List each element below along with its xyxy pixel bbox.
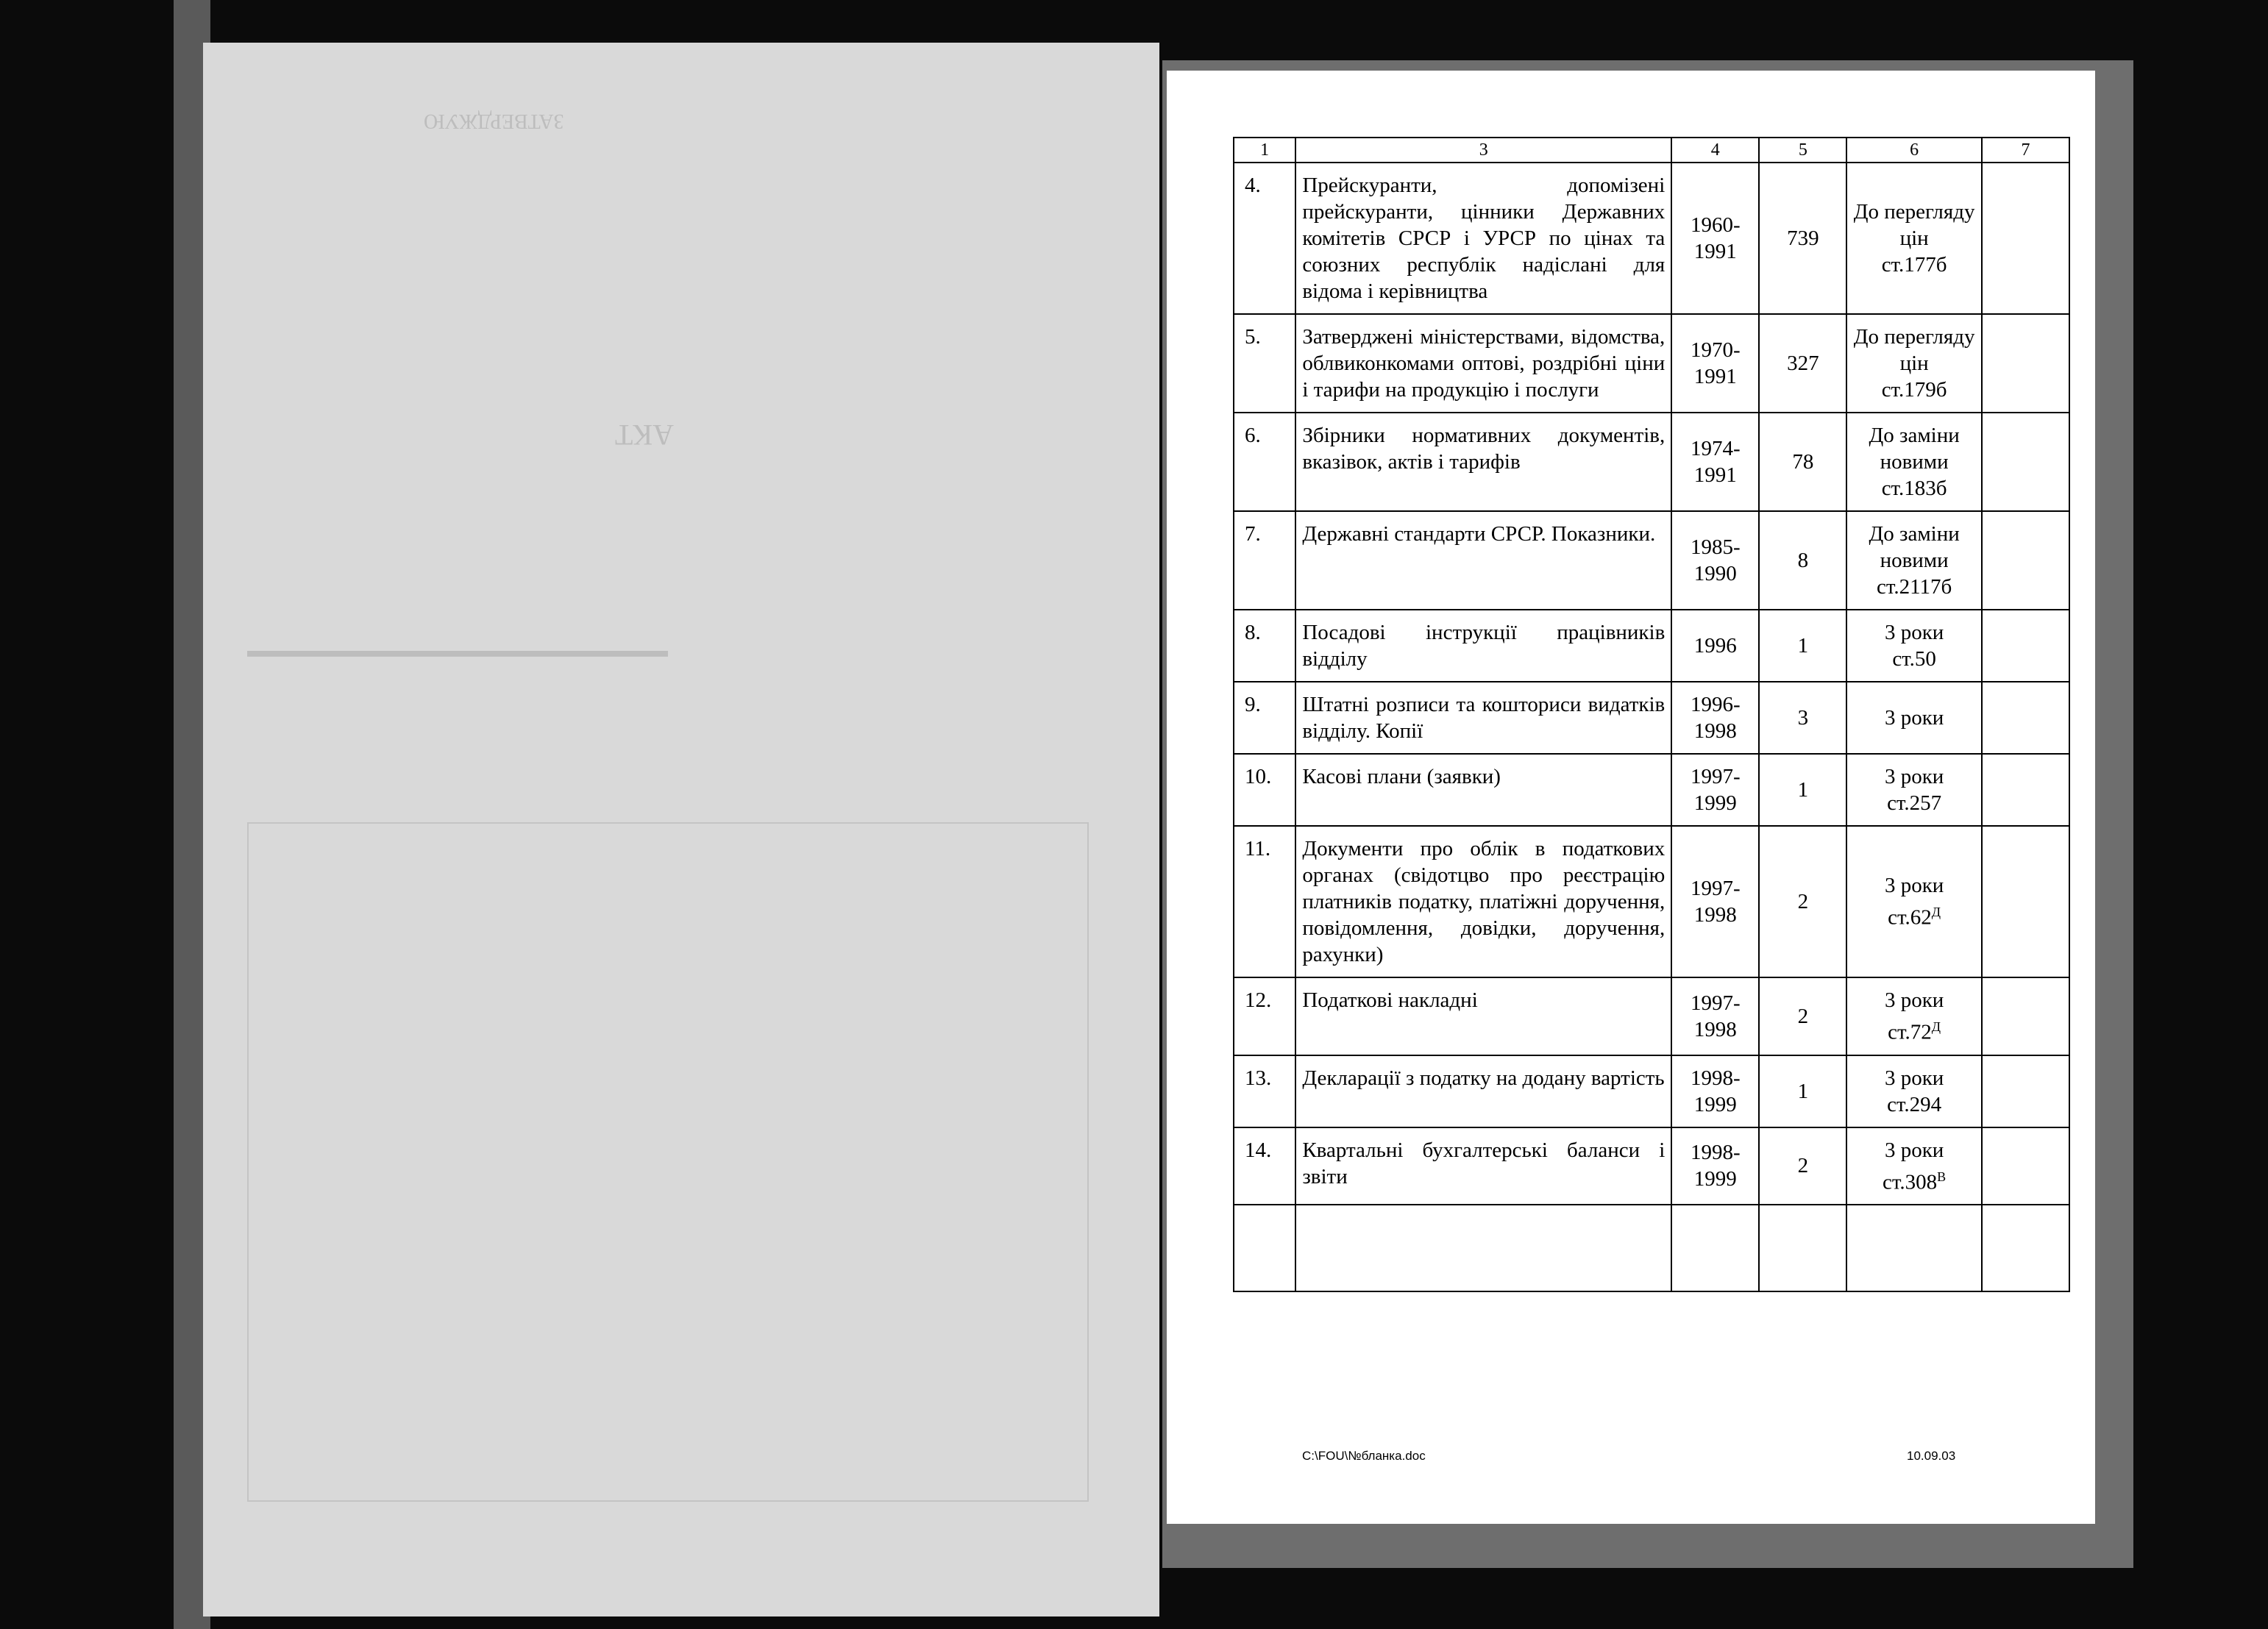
document-title: Штатні розписи та кошториси видатків відділу. Копії: [1295, 682, 1671, 754]
document-title: Документи про облік в податкових органах (свідотцво про реєстрацію платників податку, платіжні доручення, повідомлення, довідки, доручення, рахунки): [1295, 826, 1671, 977]
file-count: 739: [1759, 163, 1846, 314]
retention-term: 3 роки $ст.308^В$: [1846, 1127, 1982, 1205]
document-title: Податкові накладні: [1295, 977, 1671, 1055]
records-table: [1233, 137, 2070, 1292]
table-row: [1234, 1055, 2069, 1127]
row-number: 5.: [1234, 314, 1295, 413]
retention-term: До заміни новими ст.183б: [1846, 413, 1982, 511]
year-range: 1996: [1671, 610, 1759, 682]
year-range: 1960- 1991: [1671, 163, 1759, 314]
show-through-text: АКТ: [615, 418, 674, 452]
show-through-table: [247, 822, 1089, 1502]
row-number: 14.: [1234, 1127, 1295, 1205]
document-title: Декларації з податку на додану вартість: [1295, 1055, 1671, 1127]
retention-term: 3 роки ст.294: [1846, 1055, 1982, 1127]
file-count: 8: [1759, 511, 1846, 610]
notes-cell: [1982, 1127, 2069, 1205]
notes-cell: [1982, 413, 2069, 511]
retention-term: До перегляду цін ст.177б: [1846, 163, 1982, 314]
table-row: [1234, 314, 2069, 413]
year-range: 1998- 1999: [1671, 1055, 1759, 1127]
notes-cell: [1982, 977, 2069, 1055]
file-count: 2: [1759, 1127, 1846, 1205]
year-range: 1998- 1999: [1671, 1127, 1759, 1205]
row-number: 10.: [1234, 754, 1295, 826]
notes-cell: [1982, 511, 2069, 610]
row-number: 13.: [1234, 1055, 1295, 1127]
file-count: 327: [1759, 314, 1846, 413]
file-count: 1: [1759, 754, 1846, 826]
file-count: 2: [1759, 977, 1846, 1055]
table-row: [1234, 1127, 2069, 1205]
table-row: [1234, 163, 2069, 314]
table-empty-row: [1234, 1205, 2069, 1291]
year-range: 1974- 1991: [1671, 413, 1759, 511]
footer-date: 10.09.03: [1907, 1449, 1956, 1463]
table-row: [1234, 413, 2069, 511]
year-range: 1970- 1991: [1671, 314, 1759, 413]
show-through-text: ▬▬▬▬▬▬▬▬▬▬▬▬▬▬▬▬▬▬▬▬▬▬: [247, 646, 668, 668]
retention-term: 3 роки $ст.72^Д$: [1846, 977, 1982, 1055]
header-cell: 7: [1982, 138, 2069, 163]
footer-file-path: C:\FOU\№бланка.doc: [1302, 1449, 1426, 1463]
file-count: 3: [1759, 682, 1846, 754]
file-count: 2: [1759, 826, 1846, 977]
row-number: 11.: [1234, 826, 1295, 977]
retention-term: 3 роки ст.50: [1846, 610, 1982, 682]
show-through-text: ЗАТВЕРДЖУЮ: [424, 110, 564, 132]
file-count: 78: [1759, 413, 1846, 511]
table-row: [1234, 754, 2069, 826]
term-superscript: Д: [1931, 905, 1941, 920]
table-row: [1234, 682, 2069, 754]
row-number: 7.: [1234, 511, 1295, 610]
row-number: 6.: [1234, 413, 1295, 511]
year-range: 1996- 1998: [1671, 682, 1759, 754]
notes-cell: [1982, 163, 2069, 314]
header-cell: 3: [1295, 138, 1671, 163]
document-title: Прейскуранти, допомізені прейскуранти, цінники Державних комітетів СРСР і УРСР по цінах та союзних республік надіслані для відома і керівництва: [1295, 163, 1671, 314]
retention-term: До перегляду цін ст.179б: [1846, 314, 1982, 413]
document-title: Збірники нормативних документів, вказівок, актів і тарифів: [1295, 413, 1671, 511]
table-header-row: [1234, 138, 2069, 163]
notes-cell: [1982, 314, 2069, 413]
year-range: 1997- 1998: [1671, 826, 1759, 977]
year-range: 1997- 1998: [1671, 977, 1759, 1055]
table-row: [1234, 511, 2069, 610]
row-number: 12.: [1234, 977, 1295, 1055]
left-page: [203, 43, 1159, 1616]
header-cell: 1: [1234, 138, 1295, 163]
term-superscript: В: [1937, 1169, 1947, 1184]
notes-cell: [1982, 682, 2069, 754]
retention-term: 3 роки: [1846, 682, 1982, 754]
document-sheet: [1233, 137, 2070, 1439]
year-range: 1997- 1999: [1671, 754, 1759, 826]
table-row: [1234, 610, 2069, 682]
document-title: Касові плани (заявки): [1295, 754, 1671, 826]
notes-cell: [1982, 610, 2069, 682]
header-cell: 5: [1759, 138, 1846, 163]
document-title: Державні стандарти СРСР. Показники.: [1295, 511, 1671, 610]
retention-term: 3 роки $ст.62^Д$: [1846, 826, 1982, 977]
document-title: Квартальні бухгалтерські баланси і звіти: [1295, 1127, 1671, 1205]
row-number: 9.: [1234, 682, 1295, 754]
table-row: [1234, 826, 2069, 977]
term-superscript: Д: [1931, 1019, 1941, 1034]
header-cell: 4: [1671, 138, 1759, 163]
notes-cell: [1982, 826, 2069, 977]
year-range: 1985- 1990: [1671, 511, 1759, 610]
notes-cell: [1982, 1055, 2069, 1127]
header-cell: 6: [1846, 138, 1982, 163]
table-row: [1234, 977, 2069, 1055]
retention-term: До заміни новими ст.2117б: [1846, 511, 1982, 610]
file-count: 1: [1759, 1055, 1846, 1127]
row-number: 4.: [1234, 163, 1295, 314]
row-number: 8.: [1234, 610, 1295, 682]
document-title: Посадові інструкції працівників відділу: [1295, 610, 1671, 682]
retention-term: 3 роки ст.257: [1846, 754, 1982, 826]
document-title: Затверджені міністерствами, відомства, облвиконкомами оптові, роздрібні ціни і тарифи на продукцію і послуги: [1295, 314, 1671, 413]
notes-cell: [1982, 754, 2069, 826]
file-count: 1: [1759, 610, 1846, 682]
